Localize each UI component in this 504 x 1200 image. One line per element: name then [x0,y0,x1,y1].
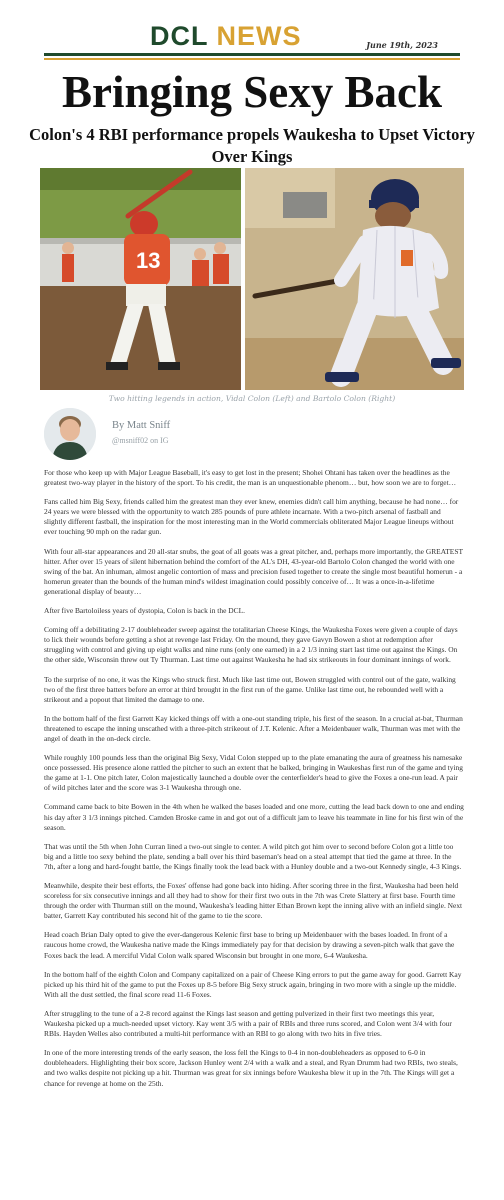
author-avatar [44,408,96,460]
headline: Bringing Sexy Back [61,67,443,117]
article-paragraph: Fans called him Big Sexy, friends called him the greatest man they ever knew, enemies didn't call him anything, because he had none… for 24 years we were blessed with the opportunity to watch 285 pounds of pure athlete incarnate. With a two-pitch arsenal of fastball and slightly different fastball, the inspiration for the most interesting man in the World commercials obliterated Major League lineups without ever touching 90 mph on the radar gun. [44,497,459,537]
photo-vidal-colon [40,168,241,390]
article-paragraph: To the surprise of no one, it was the Kings who struck first. Much like last time out, Bowen struggled with control out of the gate, walking two of the first three batters before an error at third brought in the first run of the game. Unlike last time out, he rebounded well with a strikeout and a popout that limited the damage to one. [44,674,456,704]
article-paragraph: With four all-star appearances and 20 all-star snubs, the goat of all goats was a great pitcher, and, perhaps more importantly, the GREATEST hitter. After over 15 years of silent hibernation behind the comfort of the AL's DH, 43-year-old Bartolo Colon changed the world with one swing of the bat. An inhuman, almost angelic contortion of mass and precision fused together to create the single most beautiful homerun - a homerun greater than the bounds of the human mind's wildest imagination could possibly conceive of… It was a once-in-a-lifetime generational display of beauty… [44,546,463,596]
article-paragraph: In one of the more interesting trends of the early season, the loss fell the Kings to 0-4 in non-doubleheaders as opposed to 6-0 in doubleheaders. Highlighting their box score, Jackson Hunley went 2/4 with a walk and a steal, and Ryan Drumm had two RBIs, two steals, and two walks despite not picking up a hit. Thurman was great for six innings before Waukesha blew it up in the 7th. The Kings will get a chance for revenge at home on the 25th. [44,1048,458,1088]
brand-word-dcl: DCL [150,21,209,51]
issue-date: June 19th, 2023 [366,40,438,50]
article-paragraph: While roughly 100 pounds less than the original Big Sexy, Vidal Colon stepped up to the plate emanating the aura of greatness his namesake once possessed. His presence alone rattled the pitcher to such an extent that he balked, bringing in Waukeshas first run of the game and tying the game at 1-1. One pitch later, Colon majestically launched a double over the centerfielder's head to give the Foxes a one-run lead. A pair of wild pitches later and the score was 3-1 Waukesha through one. [44,753,463,793]
photo-caption: Two hitting legends in action, Vidal Colon (Left) and Bartolo Colon (Right) [108,394,396,403]
article-paragraph: After struggling to the tune of a 2-8 record against the Kings last season and getting pulverized in their first two meetings this year, Waukesha picked up a much-needed upset victory. Kay went 3/5 with a pair of RBIs and three runs scored, and Colon went 3/4 with four RBIs. Hayden Welles also contributed a multi-hit performance with an RBI to go along with two hits in five tries. [44,1008,452,1039]
article-paragraph: Head coach Brian Daly opted to give the ever-dangerous Kelenic first base to bring up Meidenbauer with the bases loaded. In front of a raucous home crowd, the Waukesha native made the Kings immediately pay for that decision by drawing a seven-pitch walk that gave the Foxes back the lead. A merciful Vidal Colon walk spared Wisconsin but brought in one more, 6-4 Waukesha. [44,930,455,960]
photo-bartolo-colon [245,168,464,390]
subhead: Colon's 4 RBI performance propels Waukesha to Upset Victory Over Kings [29,125,475,166]
article-paragraph: Meanwhile, despite their best efforts, the Foxes' offense had gone back into hiding. After scoring three in the first, Waukesha had been held scoreless for six consecutive innings and all they had to show for their first two outs in the 7th was Crete Slattery at first base. Fourth time through the order with Thurman still on the mound, Waukesha's leading hitter Ethan Brown kept the inning alive with an infield single. Next batter, Garrett Kay contributed his second hit of the game to tie the score. [44,881,463,921]
masthead-rule-gold [44,58,460,60]
author-byline: By Matt Sniff [112,420,171,431]
article-paragraph: Command came back to bite Bowen in the 4th when he walked the bases loaded and one more, cutting the lead back down to one and ending his day after 3 1/3 innings pitched. Camden Broske came in and got out of a difficult jam to leave his teammate in line for his first win of the season. [44,802,464,832]
article-paragraph: Coming off a debilitating 2-17 doubleheader sweep against the totalitarian Cheese Kings, the Waukesha Foxes were given a couple of days to lick their wounds before getting a shot at revenge last Friday. On the mound, they gave Gavyn Bowen a shot at redemption after struggling with control and giving up eight walks and nine runs (only one earned) in a 2 1/3 inning start last time out against the Kings. On the other side, Wisconsin threw out Ty Thurman. Last time out against Waukesha he had six strikeouts in four dominant innings of work. [44,625,458,665]
author-handle[interactable]: @msniff02 on IG [112,436,169,445]
brand-word-news: NEWS [216,21,302,51]
jersey-number: 13 [136,248,161,273]
masthead [0,0,504,62]
article-paragraph: That was until the 5th when John Curran lined a two-out single to center. A wild pitch got him over to second before Colon got a little too big and a little too sexy behind the plate, sending a ball over his third baseman's head on a steal attempt that tied the game at three. In the 7th, after a long and hard-fought battle, the Kings finally took the lead back with a Hunley double and a two-out Kennedy single, 4-3 Kings. [44,841,462,871]
article-paragraph: In the bottom half of the first Garrett Kay kicked things off with a one-out standing triple, his first of the season. In a crucial at-bat, Thurman threatened to escape the inning unscathed with a three-pitch strikeout of J.T. Kelenic. After a Meidenbauer walk, Thurman was met with the angel of death in the on-deck circle. [44,713,463,743]
masthead-rule-green [44,53,460,56]
article-paragraph: In the bottom half of the eighth Colon and Company capitalized on a pair of Cheese King errors to put the game away for good. Garrett Kay picked up his third hit of the game to put the Foxes up 8-5 before Big Sexy struck again, bringing in two more with a single up the middle. With all the dust settled, the final score read 11-6 Foxes. [44,969,462,999]
article-paragraph: After five Bartoloiless years of dystopia, Colon is back in the DCL. [44,606,245,616]
article-paragraph: For those who keep up with Major League Baseball, it's easy to get lost in the present; Shohei Ohtani has taken over the headlines as the greatest two-way player in the history of the sport. To his credit, the man is an unquestionable phenom… but, how soon we are to forget… [44,468,457,488]
article-body [44,468,464,1098]
brand-logo[interactable] [150,22,302,50]
